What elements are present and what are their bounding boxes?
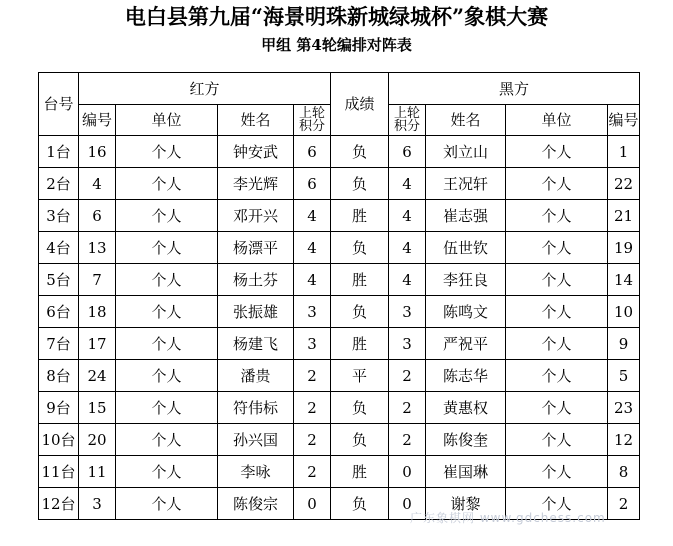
cell-board: 11台	[39, 456, 79, 488]
cell-black-prev-score: 4	[389, 232, 426, 264]
cell-red-prev-score: 2	[294, 456, 331, 488]
table-row	[39, 168, 640, 200]
cell-red-unit: 个人	[116, 296, 218, 328]
cell-black-prev-score: 4	[389, 200, 426, 232]
cell-black-unit: 个人	[506, 456, 608, 488]
cell-black-name: 严祝平	[426, 328, 506, 360]
cell-red-unit: 个人	[116, 488, 218, 520]
cell-board: 3台	[39, 200, 79, 232]
cell-black-number: 5	[608, 360, 640, 392]
cell-black-unit: 个人	[506, 488, 608, 520]
cell-red-name: 陈俊宗	[218, 488, 294, 520]
cell-result: 负	[331, 392, 389, 424]
cell-result: 负	[331, 424, 389, 456]
cell-red-prev-score: 2	[294, 392, 331, 424]
cell-red-prev-score: 4	[294, 200, 331, 232]
cell-black-name: 陈俊奎	[426, 424, 506, 456]
cell-red-number: 15	[79, 392, 116, 424]
cell-result: 胜	[331, 328, 389, 360]
cell-red-name: 杨漂平	[218, 232, 294, 264]
cell-board: 1台	[39, 136, 79, 168]
header-red-number: 编号	[79, 105, 116, 136]
table-row	[39, 296, 640, 328]
cell-black-unit: 个人	[506, 392, 608, 424]
header-red-name: 姓名	[218, 105, 294, 136]
cell-black-prev-score: 4	[389, 168, 426, 200]
cell-black-name: 崔国琳	[426, 456, 506, 488]
page-subtitle: 甲组 第4轮编排对阵表	[261, 36, 412, 54]
header-black-name: 姓名	[426, 105, 506, 136]
cell-result: 负	[331, 168, 389, 200]
cell-board: 12台	[39, 488, 79, 520]
table-row	[39, 264, 640, 296]
cell-red-name: 杨土芬	[218, 264, 294, 296]
header-black-side: 黑方	[389, 73, 640, 105]
table-row	[39, 136, 640, 168]
cell-black-number: 8	[608, 456, 640, 488]
cell-black-number: 10	[608, 296, 640, 328]
cell-red-number: 16	[79, 136, 116, 168]
cell-black-prev-score: 3	[389, 296, 426, 328]
cell-black-number: 9	[608, 328, 640, 360]
header-red-side: 红方	[79, 73, 331, 105]
cell-black-unit: 个人	[506, 264, 608, 296]
cell-red-name: 孙兴国	[218, 424, 294, 456]
cell-result: 负	[331, 488, 389, 520]
cell-board: 8台	[39, 360, 79, 392]
cell-black-prev-score: 0	[389, 488, 426, 520]
cell-board: 9台	[39, 392, 79, 424]
table-row	[39, 328, 640, 360]
header-board: 台号	[39, 73, 79, 136]
cell-red-number: 24	[79, 360, 116, 392]
cell-black-unit: 个人	[506, 136, 608, 168]
cell-black-prev-score: 2	[389, 392, 426, 424]
cell-black-name: 黄惠权	[426, 392, 506, 424]
header-result: 成绩	[331, 73, 389, 136]
cell-black-number: 14	[608, 264, 640, 296]
cell-black-name: 伍世钦	[426, 232, 506, 264]
cell-board: 6台	[39, 296, 79, 328]
cell-black-unit: 个人	[506, 232, 608, 264]
cell-red-prev-score: 0	[294, 488, 331, 520]
cell-board: 7台	[39, 328, 79, 360]
cell-black-number: 2	[608, 488, 640, 520]
cell-result: 胜	[331, 264, 389, 296]
page-title: 电白县第九届“海景明珠新城绿城杯”象棋大赛	[124, 4, 549, 29]
cell-red-unit: 个人	[116, 200, 218, 232]
cell-red-number: 6	[79, 200, 116, 232]
cell-red-number: 13	[79, 232, 116, 264]
cell-red-name: 李咏	[218, 456, 294, 488]
cell-red-prev-score: 4	[294, 232, 331, 264]
cell-red-number: 11	[79, 456, 116, 488]
cell-black-prev-score: 2	[389, 360, 426, 392]
header-black-number: 编号	[608, 105, 640, 136]
cell-red-prev-score: 6	[294, 136, 331, 168]
cell-red-unit: 个人	[116, 392, 218, 424]
cell-red-unit: 个人	[116, 328, 218, 360]
header-row-group	[39, 73, 640, 105]
cell-red-number: 20	[79, 424, 116, 456]
cell-result: 负	[331, 296, 389, 328]
pairing-table	[38, 72, 640, 520]
cell-black-name: 王况轩	[426, 168, 506, 200]
cell-board: 5台	[39, 264, 79, 296]
cell-black-prev-score: 0	[389, 456, 426, 488]
cell-black-name: 陈志华	[426, 360, 506, 392]
cell-black-number: 22	[608, 168, 640, 200]
cell-red-name: 张振雄	[218, 296, 294, 328]
cell-black-unit: 个人	[506, 424, 608, 456]
table-row	[39, 232, 640, 264]
cell-red-number: 17	[79, 328, 116, 360]
cell-black-unit: 个人	[506, 328, 608, 360]
cell-red-name: 潘贵	[218, 360, 294, 392]
cell-black-prev-score: 6	[389, 136, 426, 168]
cell-red-unit: 个人	[116, 232, 218, 264]
cell-black-number: 1	[608, 136, 640, 168]
header-black-unit: 单位	[506, 105, 608, 136]
cell-red-prev-score: 6	[294, 168, 331, 200]
cell-result: 胜	[331, 200, 389, 232]
site-watermark: 广东象棋网 www.gdchess.com	[410, 511, 606, 525]
cell-black-unit: 个人	[506, 200, 608, 232]
cell-red-name: 杨建飞	[218, 328, 294, 360]
table-row	[39, 200, 640, 232]
cell-black-name: 刘立山	[426, 136, 506, 168]
cell-red-number: 3	[79, 488, 116, 520]
cell-red-number: 4	[79, 168, 116, 200]
cell-red-prev-score: 3	[294, 296, 331, 328]
cell-red-prev-score: 3	[294, 328, 331, 360]
cell-result: 负	[331, 232, 389, 264]
header-red-unit: 单位	[116, 105, 218, 136]
cell-red-name: 邓开兴	[218, 200, 294, 232]
cell-black-prev-score: 4	[389, 264, 426, 296]
cell-board: 2台	[39, 168, 79, 200]
cell-red-number: 18	[79, 296, 116, 328]
cell-black-name: 李狂良	[426, 264, 506, 296]
cell-black-number: 21	[608, 200, 640, 232]
cell-red-unit: 个人	[116, 456, 218, 488]
cell-red-prev-score: 4	[294, 264, 331, 296]
cell-black-prev-score: 2	[389, 424, 426, 456]
table-row	[39, 360, 640, 392]
cell-red-prev-score: 2	[294, 424, 331, 456]
cell-red-unit: 个人	[116, 360, 218, 392]
cell-red-name: 李光辉	[218, 168, 294, 200]
table-row	[39, 456, 640, 488]
cell-red-name: 钟安武	[218, 136, 294, 168]
cell-red-unit: 个人	[116, 168, 218, 200]
cell-red-unit: 个人	[116, 136, 218, 168]
cell-black-name: 陈鸣文	[426, 296, 506, 328]
table-row	[39, 424, 640, 456]
cell-black-number: 23	[608, 392, 640, 424]
cell-black-unit: 个人	[506, 360, 608, 392]
cell-black-name: 崔志强	[426, 200, 506, 232]
cell-red-number: 7	[79, 264, 116, 296]
cell-black-number: 12	[608, 424, 640, 456]
cell-black-unit: 个人	[506, 168, 608, 200]
cell-black-prev-score: 3	[389, 328, 426, 360]
cell-red-unit: 个人	[116, 424, 218, 456]
cell-result: 负	[331, 136, 389, 168]
header-red-prev-score: 上轮 积分	[294, 105, 331, 136]
table-row	[39, 392, 640, 424]
cell-black-unit: 个人	[506, 296, 608, 328]
cell-result: 平	[331, 360, 389, 392]
cell-red-unit: 个人	[116, 264, 218, 296]
cell-board: 10台	[39, 424, 79, 456]
cell-result: 胜	[331, 456, 389, 488]
cell-red-name: 符伟标	[218, 392, 294, 424]
cell-black-number: 19	[608, 232, 640, 264]
cell-black-name: 谢黎	[426, 488, 506, 520]
cell-board: 4台	[39, 232, 79, 264]
cell-red-prev-score: 2	[294, 360, 331, 392]
header-black-prev-score: 上轮 积分	[389, 105, 426, 136]
